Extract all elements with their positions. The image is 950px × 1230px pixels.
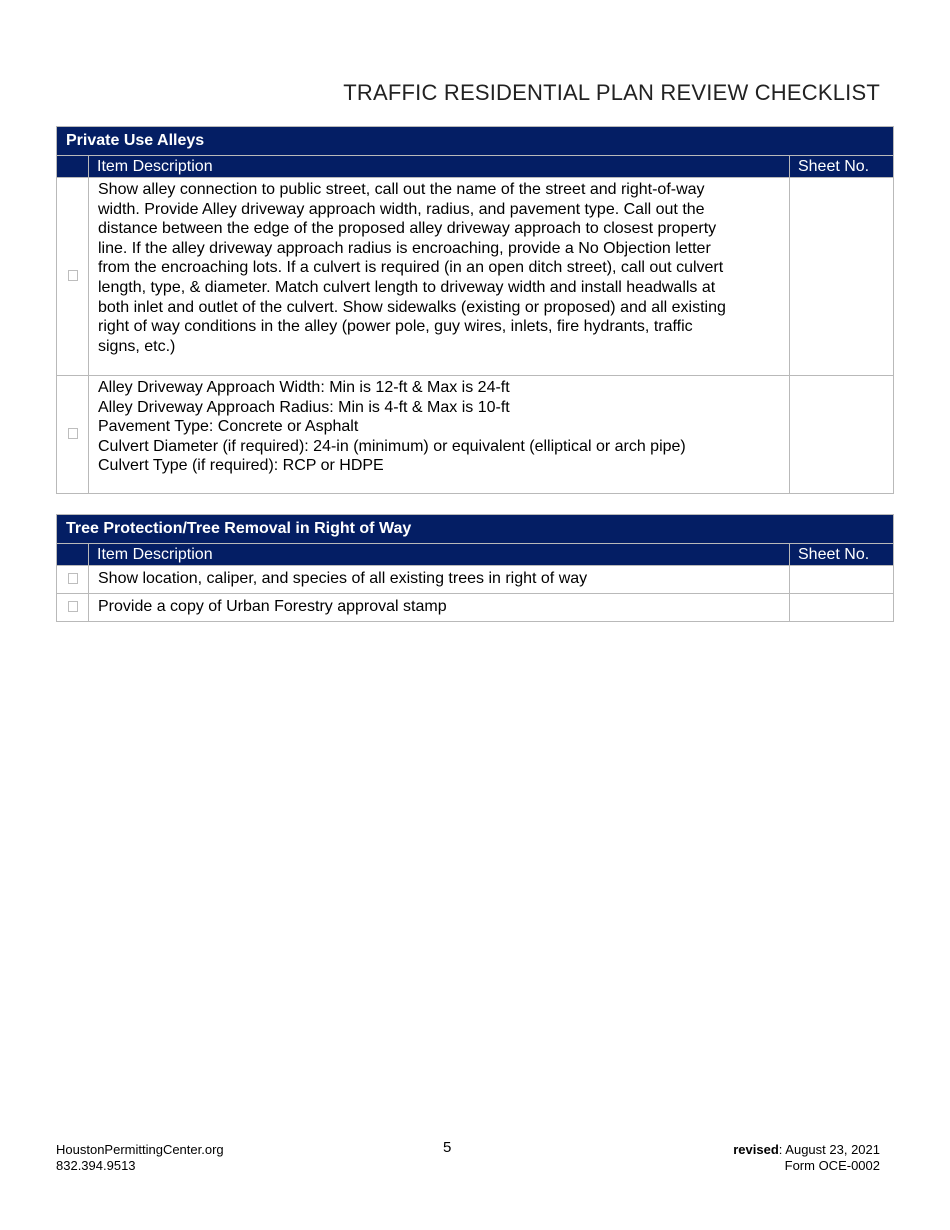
checkbox-cell[interactable] — [57, 594, 89, 622]
checkbox-column-header — [57, 156, 89, 178]
item-description — [89, 566, 790, 594]
checkbox-column-header — [57, 544, 89, 566]
footer-revision — [733, 1142, 880, 1174]
column-header-row — [57, 156, 894, 178]
description-line: Pavement Type: Concrete or Asphalt — [98, 418, 359, 436]
section-heading: Private Use Alleys — [57, 127, 894, 156]
item-description — [89, 178, 790, 376]
description-line: right of way conditions in the alley (power pole, guy wires, inlets, fire hydrants, traffic — [98, 318, 693, 336]
description-line: line. If the alley driveway approach radius is encroaching, provide a No Objection letter — [98, 239, 711, 257]
checkbox-cell[interactable] — [57, 376, 89, 494]
revised-label: revised — [733, 1142, 779, 1157]
checkbox[interactable] — [68, 270, 78, 281]
item-description-header: Item Description — [89, 156, 790, 178]
sheet-no-cell[interactable] — [790, 566, 894, 594]
footer-contact — [56, 1142, 224, 1174]
checklist-private-use-alleys — [56, 126, 894, 494]
item-description — [89, 376, 790, 494]
description-line: both inlet and outlet of the culvert. Show sidewalks (existing or proposed) and all existing — [98, 298, 726, 316]
item-description-header: Item Description — [89, 544, 790, 566]
sheet-no-header: Sheet No. — [790, 544, 894, 566]
footer-website[interactable]: HoustonPermittingCenter.org — [56, 1142, 224, 1157]
description-line: from the encroaching lots. If a culvert is required (in an open ditch street), call out culvert — [98, 259, 724, 277]
revised-date: : August 23, 2021 — [778, 1142, 880, 1157]
sheet-no-header: Sheet No. — [789, 156, 893, 178]
description-line: width. Provide Alley driveway approach width, radius, and pavement type. Call out the — [98, 200, 705, 218]
checklist-row — [57, 594, 894, 622]
sheet-no-cell[interactable] — [790, 594, 894, 622]
sheet-no-cell[interactable] — [789, 376, 893, 494]
description-line: Alley Driveway Approach Radius: Min is 4-ft & Max is 10-ft — [98, 398, 510, 416]
checklist-tree-protection — [56, 514, 894, 622]
revised-line — [733, 1142, 880, 1158]
page-number: 5 — [443, 1139, 452, 1156]
description-line: Culvert Diameter (if required): 24-in (minimum) or equivalent (elliptical or arch pipe) — [98, 437, 686, 455]
description-line: Show alley connection to public street, call out the name of the street and right-of-way — [98, 181, 705, 198]
description-line: Show location, caliper, and species of all existing trees in right of way — [98, 569, 588, 587]
section-header-row — [57, 515, 894, 544]
checklist-row — [57, 376, 894, 494]
sheet-no-cell[interactable] — [789, 178, 893, 376]
description-line: Alley Driveway Approach Width: Min is 12-ft & Max is 24-ft — [98, 379, 510, 396]
checkbox[interactable] — [68, 428, 78, 439]
description-line: distance between the edge of the proposed alley driveway approach to closest property — [98, 220, 717, 238]
checklist-row — [57, 566, 894, 594]
item-description — [89, 594, 790, 622]
checklist-row — [57, 178, 894, 376]
description-line: Culvert Type (if required): RCP or HDPE — [98, 457, 384, 475]
checkbox-cell[interactable] — [57, 566, 89, 594]
description-line: signs, etc.) — [98, 337, 176, 355]
checkbox[interactable] — [68, 601, 78, 612]
footer-phone: 832.394.9513 — [56, 1158, 136, 1173]
checkbox-cell[interactable] — [57, 178, 89, 376]
column-header-row — [57, 544, 894, 566]
description-line: length, type, & diameter. Match culvert length to driveway width and install headwalls at — [98, 278, 716, 296]
document-title: TRAFFIC RESIDENTIAL PLAN REVIEW CHECKLIST — [343, 80, 880, 105]
checkbox[interactable] — [68, 573, 78, 584]
section-heading: Tree Protection/Tree Removal in Right of Way — [57, 515, 894, 544]
section-header-row — [57, 127, 894, 156]
description-line: Provide a copy of Urban Forestry approval stamp — [98, 597, 447, 615]
form-id: Form OCE-0002 — [784, 1158, 880, 1173]
